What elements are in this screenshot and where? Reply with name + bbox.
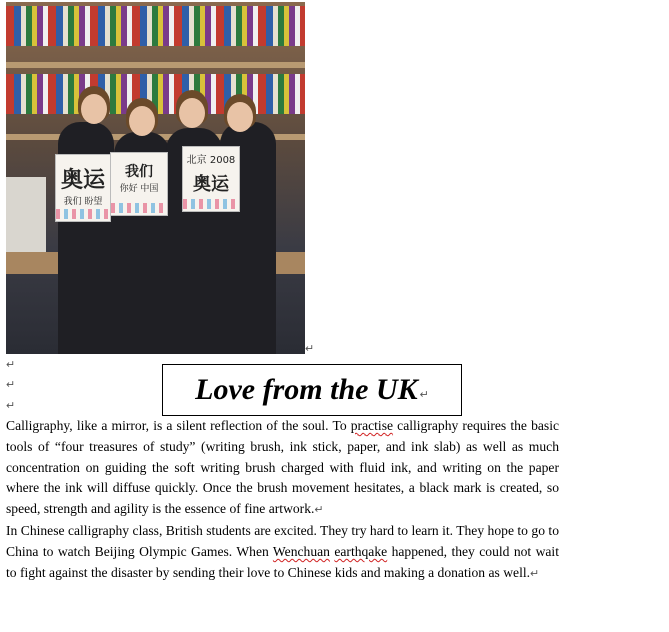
student-face <box>227 102 253 132</box>
poster-caption: 奥运 <box>193 174 229 195</box>
poster-characters: 北京 2008 <box>186 155 236 166</box>
calligraphy-poster <box>182 146 240 212</box>
poster-decoration <box>56 209 110 219</box>
paragraph-mark: ↵ <box>6 400 16 412</box>
document-title: Love from the UK <box>195 373 418 406</box>
paragraph-students <box>6 521 559 584</box>
spellcheck-word: practise <box>350 418 394 433</box>
shelf <box>6 62 305 68</box>
body-text <box>6 416 559 584</box>
spellcheck-word: earthqake <box>334 543 388 559</box>
text-run: Calligraphy, like a mirror, is a silent reflection of the soul. To <box>6 418 351 433</box>
poster-characters: 奥运 <box>60 168 105 193</box>
calligraphy-poster <box>55 154 111 222</box>
poster-decoration <box>111 203 167 213</box>
text-run: calligraphy requires the basic tools of “four treasures of study” (writing brush, ink stick, paper, and ink slab) as well as much concentration on guiding the soft writing brush charged with fluid ink, and writing on the paper where the ink will diffuse quickly. Once the brush movement hesitates, a black mark is created, so speed, strength and agility is the essence of fine artwork. <box>6 418 560 517</box>
paragraph-calligraphy <box>6 416 559 521</box>
paragraph-mark: ↵ <box>419 388 429 401</box>
paragraph-mark: ↵ <box>305 343 315 355</box>
poster-caption: 你好 中国 <box>119 184 159 194</box>
spellcheck-word: Wenchuan <box>272 543 330 559</box>
students-photo <box>6 2 305 354</box>
poster-caption: 我们 盼望 <box>63 197 103 207</box>
poster-decoration <box>183 199 239 209</box>
filing-cabinet <box>6 177 46 257</box>
text-run: happened, they could not wait to fight against the disaster by sending their love to Chinese kids and making a donation as well. <box>6 543 559 580</box>
student-face <box>179 98 205 128</box>
text-run: In Chinese calligraphy class, British students are excited. They try hard to learn it. They hope to go to China to watch Beijing Olympic Games. When <box>6 522 559 559</box>
title-box <box>162 364 462 416</box>
paragraph-mark: ↵ <box>6 359 16 371</box>
student-face <box>81 94 107 124</box>
poster-characters: 我们 <box>125 164 153 180</box>
bookshelf-row <box>6 6 305 46</box>
student-face <box>129 106 155 136</box>
paragraph-mark: ↵ <box>6 379 16 391</box>
paragraph-mark: ↵ <box>530 567 540 580</box>
paragraph-mark: ↵ <box>314 504 324 517</box>
calligraphy-poster <box>110 152 168 216</box>
